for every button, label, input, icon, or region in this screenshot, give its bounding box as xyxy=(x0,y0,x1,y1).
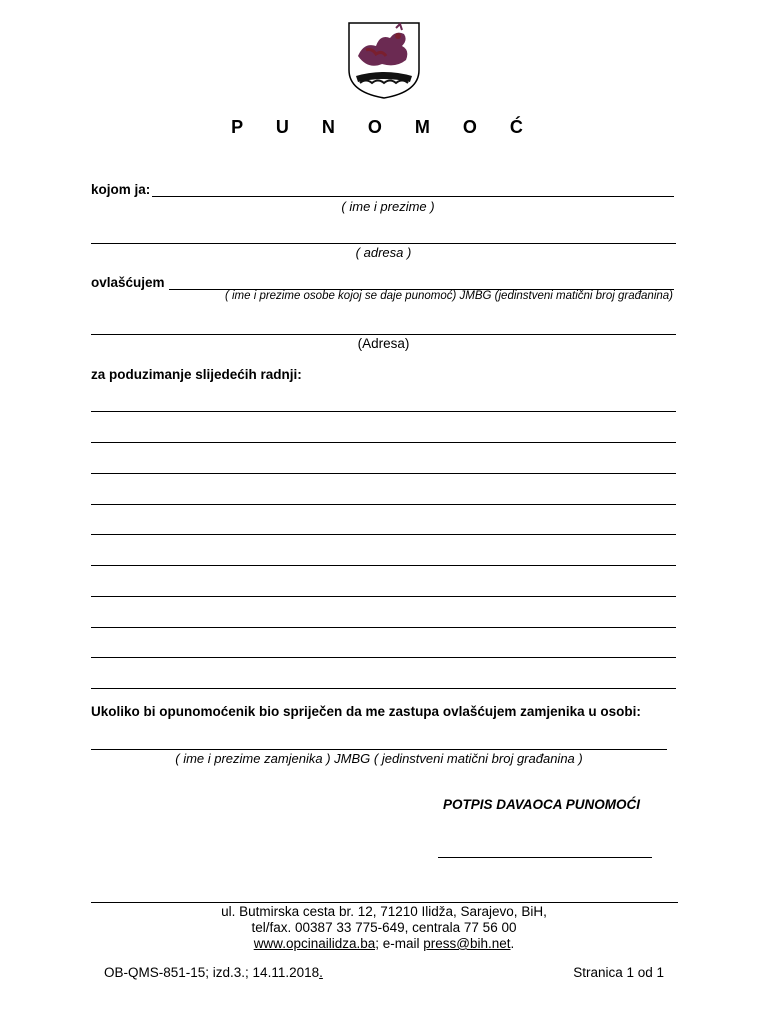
principal-name-hint: ( ime i prezime ) xyxy=(341,199,435,214)
principal-address-hint: ( adresa ) xyxy=(355,245,412,260)
page-number: Stranica 1 od 1 xyxy=(573,965,664,980)
attorney-address-line[interactable] xyxy=(91,334,676,335)
action-line[interactable] xyxy=(91,411,676,412)
email-label: e-mail xyxy=(379,936,424,951)
footer-divider xyxy=(91,902,678,903)
deputy-line[interactable] xyxy=(91,749,667,750)
action-line[interactable] xyxy=(91,565,676,566)
action-line[interactable] xyxy=(91,534,676,535)
document-title: P U N O M O Ć xyxy=(231,117,537,137)
attorney-label: ovlašćujem xyxy=(91,275,165,290)
document-code-text: OB-QMS-851-15; izd.3.; 14.11.2018 xyxy=(104,965,320,980)
footer-phone: tel/fax. 00387 33 775-649, centrala 77 56 00 xyxy=(251,920,517,935)
footer-address: ul. Butmirska cesta br. 12, 71210 Ilidža, Sarajevo, BiH, xyxy=(221,904,547,919)
document-code-end: . xyxy=(319,965,323,980)
principal-label: kojom ja: xyxy=(91,182,151,197)
principal-address-line[interactable] xyxy=(91,243,676,244)
signature-label: POTPIS DAVAOCA PUNOMOĆI xyxy=(443,797,641,812)
coat-of-arms-logo xyxy=(346,20,422,100)
deputy-hint: ( ime i prezime zamjenika ) JMBG ( jedinstveni matični broj građanina ) xyxy=(175,751,583,766)
attorney-address-hint: (Adresa) xyxy=(357,336,410,351)
action-line[interactable] xyxy=(91,688,676,689)
action-line[interactable] xyxy=(91,627,676,628)
document-code xyxy=(104,965,323,980)
action-line[interactable] xyxy=(91,473,676,474)
email-end: . xyxy=(510,936,515,951)
footer-contacts xyxy=(0,936,768,952)
action-line[interactable] xyxy=(91,596,676,597)
attorney-hint: ( ime i prezime osobe kojoj se daje punomoć) JMBG (jedinstveni matični broj građanina) xyxy=(224,290,673,302)
deputy-label: Ukoliko bi opunomoćenik bio spriječen da me zastupa ovlašćujem zamjenika u osobi: xyxy=(91,704,641,719)
action-line[interactable] xyxy=(91,504,676,505)
actions-label: za poduzimanje slijedećih radnji: xyxy=(91,367,302,382)
principal-name-line[interactable] xyxy=(152,196,674,197)
action-line[interactable] xyxy=(91,442,676,443)
website-link[interactable]: www.opcinailidza.ba; xyxy=(253,936,380,951)
crest-icon xyxy=(346,20,422,100)
action-line[interactable] xyxy=(91,657,676,658)
signature-line[interactable] xyxy=(438,857,652,858)
email-link[interactable]: press@bih.net xyxy=(423,936,511,951)
